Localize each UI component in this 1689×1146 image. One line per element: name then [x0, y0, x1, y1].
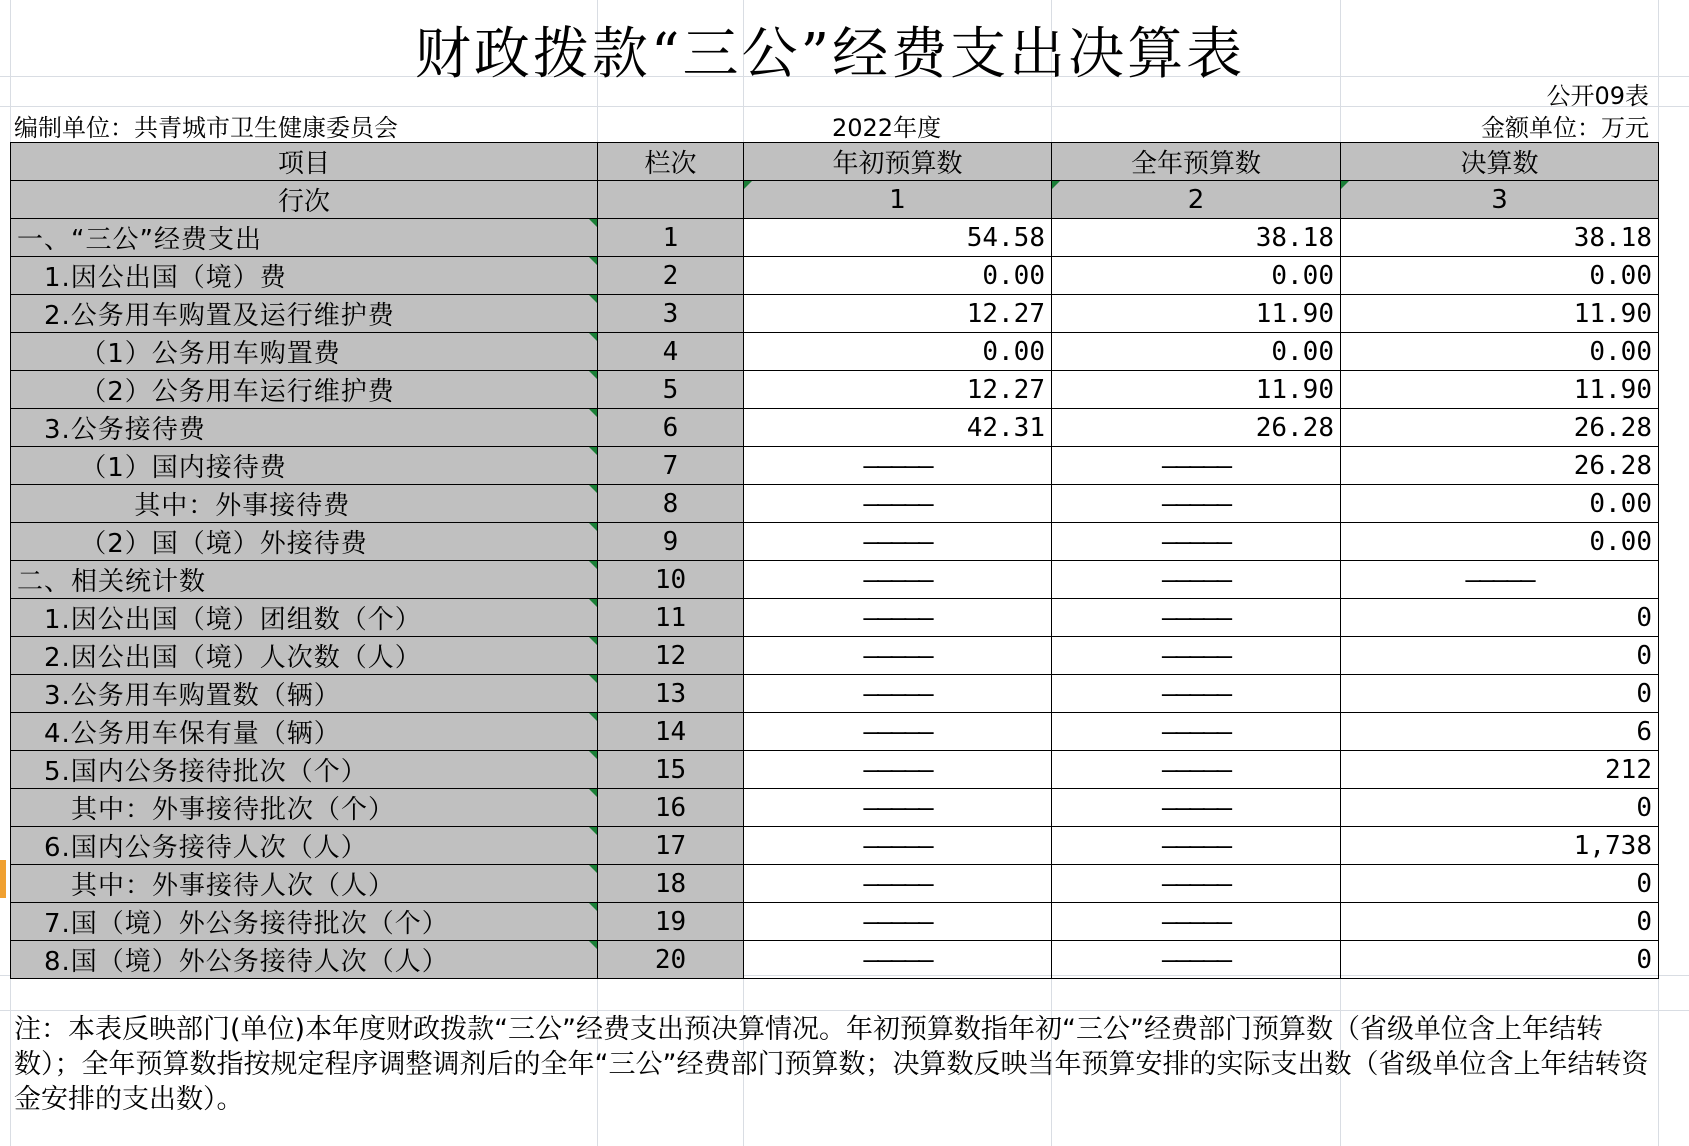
- row-item-label: 5.国内公务接待批次（个）: [11, 751, 598, 789]
- table-row: [11, 561, 1659, 599]
- annual-budget-value: —————: [1052, 599, 1341, 637]
- final-account-value: 0.00: [1341, 333, 1659, 371]
- final-account-value: 0.00: [1341, 485, 1659, 523]
- table-row: [11, 295, 1659, 333]
- column-number-3: 3: [1341, 181, 1659, 219]
- table-row: [11, 409, 1659, 447]
- row-number: 15: [598, 751, 744, 789]
- annual-budget-value: —————: [1052, 941, 1341, 979]
- annual-budget-value: —————: [1052, 675, 1341, 713]
- table-row: [11, 827, 1659, 865]
- col-header-column-no: 栏次: [598, 143, 744, 181]
- row-number: 19: [598, 903, 744, 941]
- initial-budget-value: —————: [744, 789, 1052, 827]
- row-item-label: （1）国内接待费: [11, 447, 598, 485]
- final-account-value: 0: [1341, 599, 1659, 637]
- row-item-label: 二、相关统计数: [11, 561, 598, 599]
- row-item-label: 4.公务用车保有量（辆）: [11, 713, 598, 751]
- compiling-unit: 编制单位：共青城市卫生健康委员会: [14, 114, 398, 142]
- initial-budget-value: 42.31: [744, 409, 1052, 447]
- initial-budget-value: —————: [744, 675, 1052, 713]
- form-number: 公开09表: [1546, 82, 1649, 110]
- row-number: 16: [598, 789, 744, 827]
- annual-budget-value: —————: [1052, 561, 1341, 599]
- table-row: [11, 941, 1659, 979]
- initial-budget-value: —————: [744, 599, 1052, 637]
- initial-budget-value: —————: [744, 523, 1052, 561]
- initial-budget-value: —————: [744, 751, 1052, 789]
- row-selection-marker: [0, 860, 6, 898]
- initial-budget-value: —————: [744, 903, 1052, 941]
- final-account-value: 0.00: [1341, 257, 1659, 295]
- annual-budget-value: —————: [1052, 865, 1341, 903]
- row-item-label: 3.公务用车购置数（辆）: [11, 675, 598, 713]
- final-account-value: 0: [1341, 941, 1659, 979]
- row-item-label: 1.因公出国（境）团组数（个）: [11, 599, 598, 637]
- col-header-initial-budget: 年初预算数: [744, 143, 1052, 181]
- final-account-value: 212: [1341, 751, 1659, 789]
- table-row: [11, 789, 1659, 827]
- annual-budget-value: —————: [1052, 523, 1341, 561]
- final-account-value: 26.28: [1341, 409, 1659, 447]
- initial-budget-value: 12.27: [744, 371, 1052, 409]
- row-number: 18: [598, 865, 744, 903]
- row-number: 11: [598, 599, 744, 637]
- initial-budget-value: —————: [744, 485, 1052, 523]
- final-account-value: —————: [1341, 561, 1659, 599]
- final-account-value: 0: [1341, 903, 1659, 941]
- initial-budget-value: —————: [744, 447, 1052, 485]
- final-account-value: 0: [1341, 789, 1659, 827]
- annual-budget-value: —————: [1052, 903, 1341, 941]
- final-account-value: 0: [1341, 637, 1659, 675]
- final-account-value: 26.28: [1341, 447, 1659, 485]
- annual-budget-value: —————: [1052, 447, 1341, 485]
- initial-budget-value: 54.58: [744, 219, 1052, 257]
- row-item-label: 其中：外事接待人次（人）: [11, 865, 598, 903]
- annual-budget-value: —————: [1052, 637, 1341, 675]
- table-row: [11, 447, 1659, 485]
- final-account-value: 1,738: [1341, 827, 1659, 865]
- row-item-label: 1.因公出国（境）费: [11, 257, 598, 295]
- row-number: 4: [598, 333, 744, 371]
- header-row: [11, 143, 1659, 181]
- table-row: [11, 865, 1659, 903]
- col-header-item: 项目: [11, 143, 598, 181]
- column-number-row: [11, 181, 1659, 219]
- table-row: [11, 371, 1659, 409]
- initial-budget-value: —————: [744, 941, 1052, 979]
- page-title: 财政拨款“三公”经费支出决算表: [414, 22, 1246, 87]
- row-item-label: 2.因公出国（境）人次数（人）: [11, 637, 598, 675]
- row-number: 13: [598, 675, 744, 713]
- table-row: [11, 485, 1659, 523]
- initial-budget-value: —————: [744, 561, 1052, 599]
- row-item-label: 其中：外事接待费: [11, 485, 598, 523]
- table-row: [11, 637, 1659, 675]
- row-number: 9: [598, 523, 744, 561]
- initial-budget-value: 12.27: [744, 295, 1052, 333]
- row-number: 2: [598, 257, 744, 295]
- table-row: [11, 751, 1659, 789]
- initial-budget-value: —————: [744, 865, 1052, 903]
- fiscal-year: 2022年度: [832, 114, 942, 142]
- annual-budget-value: 11.90: [1052, 371, 1341, 409]
- final-account-value: 11.90: [1341, 295, 1659, 333]
- annual-budget-value: 11.90: [1052, 295, 1341, 333]
- final-account-value: 6: [1341, 713, 1659, 751]
- table-row: [11, 713, 1659, 751]
- row-item-label: （2）公务用车运行维护费: [11, 371, 598, 409]
- initial-budget-value: 0.00: [744, 257, 1052, 295]
- annual-budget-value: 26.28: [1052, 409, 1341, 447]
- col-header-final-account: 决算数: [1341, 143, 1659, 181]
- row-item-label: （2）国（境）外接待费: [11, 523, 598, 561]
- col-header-annual-budget: 全年预算数: [1052, 143, 1341, 181]
- initial-budget-value: —————: [744, 713, 1052, 751]
- initial-budget-value: 0.00: [744, 333, 1052, 371]
- amount-unit: 金额单位：万元: [1481, 114, 1649, 142]
- expenditure-table: [10, 142, 1659, 979]
- row-item-label: 2.公务用车购置及运行维护费: [11, 295, 598, 333]
- table-row: [11, 675, 1659, 713]
- table-row: [11, 219, 1659, 257]
- initial-budget-value: —————: [744, 827, 1052, 865]
- row-item-label: 7.国（境）外公务接待批次（个）: [11, 903, 598, 941]
- row-number: 6: [598, 409, 744, 447]
- row-number: 12: [598, 637, 744, 675]
- annual-budget-value: —————: [1052, 827, 1341, 865]
- initial-budget-value: —————: [744, 637, 1052, 675]
- annual-budget-value: —————: [1052, 713, 1341, 751]
- row-item-label: 6.国内公务接待人次（人）: [11, 827, 598, 865]
- table-note: 注：本表反映部门(单位)本年度财政拨款“三公”经费支出预决算情况。年初预算数指年初“三公”经费部门预算数（省级单位含上年结转数）；全年预算数指按规定程序调整调剂后的全年“三公”经费部门预算数；决算数反映当年预算安排的实际支出数（省级单位含上年结转资金安排的支出数）。: [14, 1014, 1649, 1115]
- row-number: 14: [598, 713, 744, 751]
- row-number: 3: [598, 295, 744, 333]
- table-row: [11, 523, 1659, 561]
- row-item-label: （1）公务用车购置费: [11, 333, 598, 371]
- annual-budget-value: 38.18: [1052, 219, 1341, 257]
- final-account-value: 0: [1341, 865, 1659, 903]
- final-account-value: 0.00: [1341, 523, 1659, 561]
- column-number-blank: [598, 181, 744, 219]
- row-item-label: 3.公务接待费: [11, 409, 598, 447]
- table-row: [11, 599, 1659, 637]
- row-number: 10: [598, 561, 744, 599]
- table-row: [11, 903, 1659, 941]
- table-row: [11, 257, 1659, 295]
- row-number: 17: [598, 827, 744, 865]
- table-row: [11, 333, 1659, 371]
- annual-budget-value: —————: [1052, 789, 1341, 827]
- column-number-2: 2: [1052, 181, 1341, 219]
- row-number: 1: [598, 219, 744, 257]
- row-item-label: 其中：外事接待批次（个）: [11, 789, 598, 827]
- final-account-value: 11.90: [1341, 371, 1659, 409]
- row-number: 20: [598, 941, 744, 979]
- column-number-1: 1: [744, 181, 1052, 219]
- annual-budget-value: 0.00: [1052, 333, 1341, 371]
- annual-budget-value: —————: [1052, 485, 1341, 523]
- final-account-value: 38.18: [1341, 219, 1659, 257]
- row-number: 5: [598, 371, 744, 409]
- row-number-label: 行次: [11, 181, 598, 219]
- annual-budget-value: 0.00: [1052, 257, 1341, 295]
- row-item-label: 一、“三公”经费支出: [11, 219, 598, 257]
- row-number: 7: [598, 447, 744, 485]
- annual-budget-value: —————: [1052, 751, 1341, 789]
- row-number: 8: [598, 485, 744, 523]
- final-account-value: 0: [1341, 675, 1659, 713]
- row-item-label: 8.国（境）外公务接待人次（人）: [11, 941, 598, 979]
